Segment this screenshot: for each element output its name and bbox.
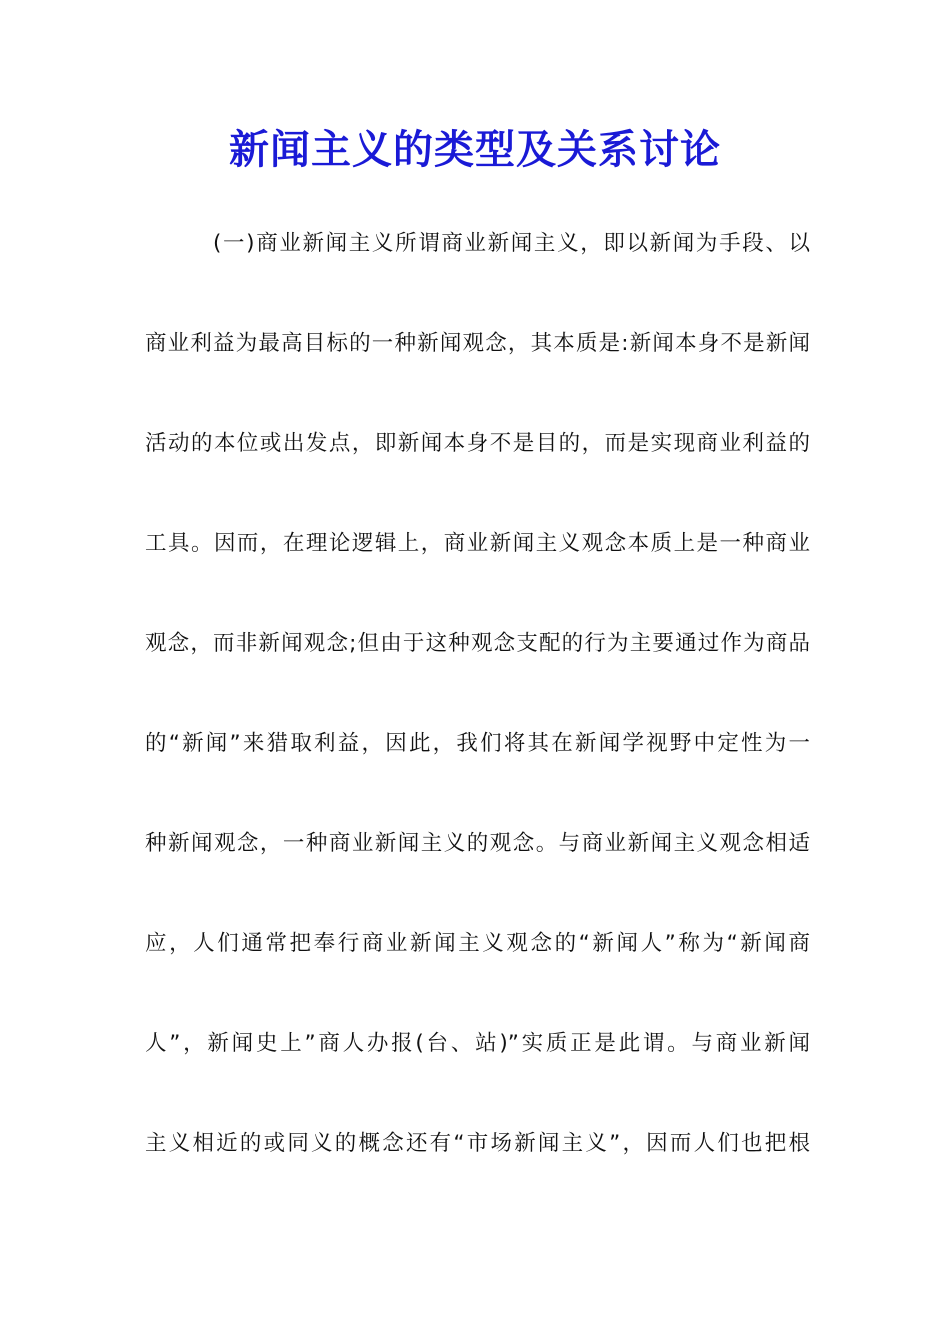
paragraph-line: 商业利益为最高目标的一种新闻观念，其本质是:新闻本身不是新闻 — [145, 331, 810, 356]
paragraph-line: 应，人们通常把奉行商业新闻主义观念的“新闻人”称为“新闻商 — [145, 931, 810, 956]
document-title: 新闻主义的类型及关系讨论 — [229, 126, 721, 173]
paragraph-line: 人”，新闻史上”商人办报(台、站)”实质正是此谓。与商业新闻 — [145, 1031, 810, 1056]
paragraph-line: 活动的本位或出发点，即新闻本身不是目的，而是实现商业利益的 — [145, 431, 810, 456]
paragraph-line: 工具。因而，在理论逻辑上，商业新闻主义观念本质上是一种商业 — [145, 531, 810, 556]
paragraph-line: 的“新闻”来猎取利益，因此，我们将其在新闻学视野中定性为一 — [145, 731, 810, 756]
document-body — [145, 214, 810, 1214]
paragraph-line: 种新闻观念，一种商业新闻主义的观念。与商业新闻主义观念相适 — [145, 831, 810, 856]
paragraph-line: 主义相近的或同义的概念还有“市场新闻主义”，因而人们也把根 — [145, 1131, 810, 1156]
paragraph-line: 观念，而非新闻观念;但由于这种观念支配的行为主要通过作为商品 — [145, 631, 810, 656]
paragraph-line: (一)商业新闻主义所谓商业新闻主义，即以新闻为手段、以 — [213, 231, 810, 256]
